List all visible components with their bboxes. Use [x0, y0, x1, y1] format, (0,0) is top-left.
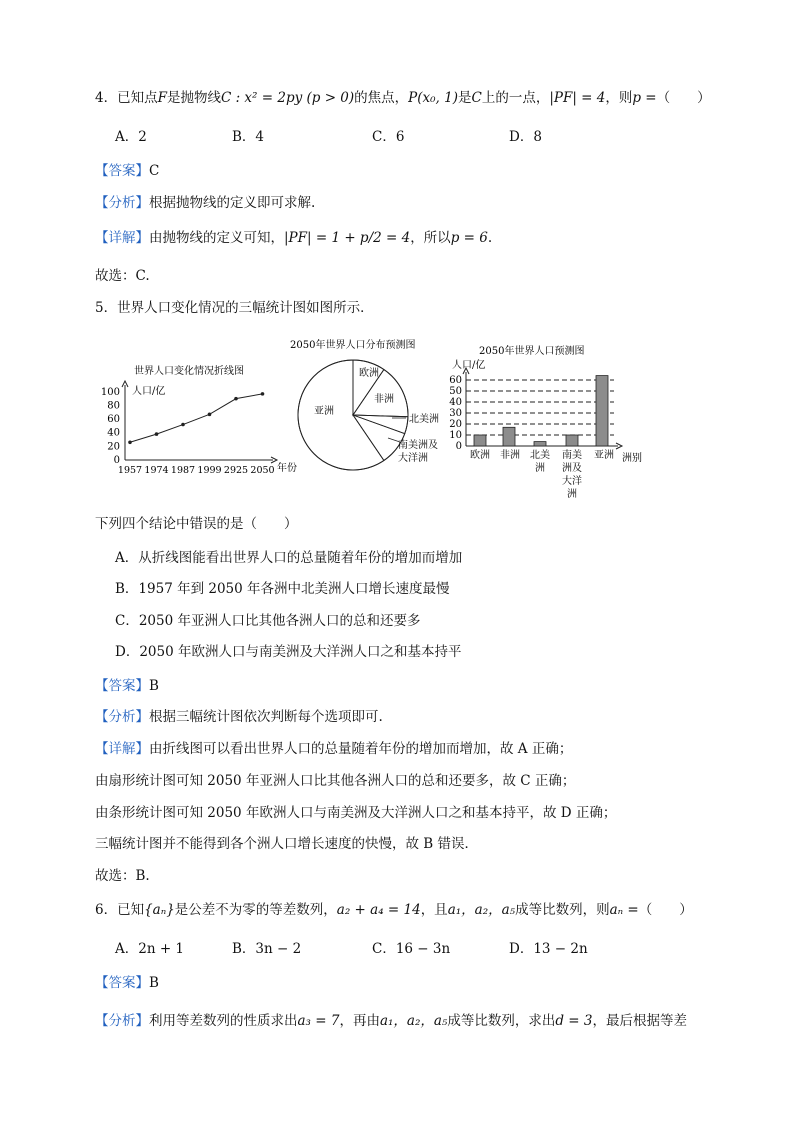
q4-stem-text: 的焦点， [354, 90, 409, 106]
q4-stem [95, 88, 711, 108]
line-chart-point [128, 440, 132, 444]
q4-detail-text: ，所以 [410, 230, 451, 246]
bar-chart-y-tick-label: 60 [449, 375, 462, 386]
bar [596, 376, 608, 446]
pie-label-south-america-oceania: 南美洲及大洋洲 [398, 440, 438, 464]
line-chart-point [208, 413, 212, 417]
q6-analysis-text: ，再由 [339, 1013, 380, 1029]
bar-category-labels [470, 448, 614, 500]
q4-stem-text: 上的一点， [481, 90, 550, 106]
q6-terms: a₁，a₂，a₅ [447, 902, 516, 918]
q5-detail-line: 由条形统计图可知 2050 年欧洲人口与南美洲及大洋洲人口之和基本持平，故 D 正确； [95, 805, 617, 821]
q4-detail-text: . [487, 230, 493, 246]
bar-cat-south-america-oceania: 南美洲及大洋洲 [562, 450, 582, 500]
q6-analysis-terms: a₁，a₂，a₅ [379, 1013, 448, 1029]
q5-answer [95, 676, 159, 696]
pie-label-north-america: 北美洲 [409, 414, 439, 425]
pie-chart-title: 2050年世界人口分布预测图 [290, 340, 416, 351]
line-chart-x-tick-label: 1974 [144, 465, 169, 476]
q6-stem-text: 是公差不为零的等差数列， [174, 902, 337, 918]
q5-figures [0, 330, 794, 500]
q6-answer [95, 973, 159, 993]
bar [566, 435, 578, 446]
q6-stem [95, 900, 693, 920]
q5-choose: 故选：B. [95, 868, 150, 884]
q4-detail-result: p = 6 [450, 230, 488, 246]
line-chart-series-line [130, 394, 263, 442]
analysis-tag: 【分析】 [95, 709, 149, 725]
q5-detail-line: 三幅统计图并不能得到各个洲人口增长速度的快慢，故 B 错误． [95, 836, 479, 852]
bar-chart-ylabel: 人口/亿 [452, 360, 486, 371]
answer-tag: 【答案】 [95, 163, 149, 179]
q6-stem-text: 6．已知 [95, 902, 145, 918]
q4-stem-text: ，则 [605, 90, 633, 106]
q4-option-b[interactable]: B．4 [232, 129, 265, 145]
q5-option-b[interactable]: B．1957 年到 2050 年各洲中北美洲人口增长速度最慢 [115, 581, 450, 597]
line-chart-y-tick-label: 100 [100, 386, 120, 398]
bar-chart-y-tick-label: 40 [449, 397, 462, 408]
answer-tag: 【答案】 [95, 975, 149, 991]
line-chart-point [234, 397, 238, 401]
q4-detail [95, 228, 492, 248]
q4-stem-text: 是抛物线 [166, 90, 221, 106]
bar-cat-north-america: 北美洲 [530, 450, 550, 474]
line-chart [101, 364, 297, 476]
q4-option-d[interactable]: D．8 [509, 129, 542, 145]
q6-option-d[interactable]: D．13 − 2n [509, 941, 588, 957]
q6-seq: {aₙ} [144, 902, 175, 918]
q4-analysis [95, 193, 315, 213]
q5-analysis-text: 根据三幅统计图依次判断每个选项即可. [149, 709, 383, 725]
q6-answer-value: B [149, 975, 159, 991]
analysis-tag: 【分析】 [95, 195, 149, 211]
q4-detail-formula: |PF| = 1 + p/2 = 4 [284, 230, 411, 246]
q4-choose: 故选：C. [95, 268, 150, 284]
bar-cat-africa: 非洲 [500, 450, 520, 461]
bar-chart-y-tick-label: 30 [449, 408, 462, 419]
line-chart-point [155, 432, 159, 436]
q6-stem-text: 成等比数列，则 [515, 902, 610, 918]
line-chart-xlabel: 年份 [277, 463, 297, 474]
bar-cat-europe: 欧洲 [470, 450, 490, 461]
line-chart-point [181, 423, 185, 427]
q4-pf-eq: |PF| = 4 [549, 90, 606, 106]
bar-chart [449, 344, 642, 500]
q4-option-c[interactable]: C．6 [372, 129, 405, 145]
q6-d: d = 3 [555, 1013, 593, 1029]
q5-analysis [95, 707, 383, 727]
line-chart-point [261, 392, 265, 396]
line-chart-x-tick-label: 2925 [223, 465, 249, 476]
q5-option-d[interactable]: D．2050 年欧洲人口与南美洲及大洋洲人口之和基本持平 [115, 644, 462, 660]
q4-option-a[interactable]: A．2 [115, 129, 147, 145]
q6-a3: a₃ = 7 [297, 1013, 340, 1029]
bar [503, 427, 515, 446]
bar [534, 442, 546, 446]
q4-point-P: P(x₀, 1) [408, 90, 458, 106]
q6-an: aₙ [609, 902, 624, 918]
q5-stem: 5．世界人口变化情况的三幅统计图如图所示． [95, 300, 374, 316]
pie-chart [290, 338, 439, 470]
line-chart-ylabel: 人口/亿 [132, 386, 166, 397]
q4-detail-text: 由抛物线的定义可知， [149, 230, 284, 246]
q6-analysis-text: 成等比数列，求出 [447, 1013, 556, 1029]
q6-analysis-text: ，最后根据等差 [592, 1013, 687, 1029]
bar-chart-y-tick-label: 0 [455, 441, 462, 452]
q5-answer-value: B [149, 678, 159, 694]
bar-cat-asia: 亚洲 [594, 450, 614, 461]
bar [474, 435, 486, 446]
q6-option-b[interactable]: B．3n − 2 [232, 941, 302, 957]
detail-tag: 【详解】 [95, 741, 149, 757]
q6-option-a[interactable]: A．2n + 1 [115, 941, 185, 957]
line-chart-title: 世界人口变化情况折线图 [134, 366, 244, 377]
q5-detail-line: 由扇形统计图可知 2050 年亚洲人口比其他各洲人口的总和还要多，故 C 正确； [95, 773, 576, 789]
bar-chart-xlabel: 洲别 [622, 453, 642, 464]
q4-parabola-eq: C : x² = 2py (p > 0) [220, 90, 355, 106]
q4-analysis-text: 根据抛物线的定义即可求解. [149, 195, 316, 211]
q6-cond: a₂ + a₄ = 14 [336, 902, 421, 918]
line-chart-y-tick-label: 0 [113, 455, 120, 466]
q5-detail-line: 由折线图可以看出世界人口的总量随着年份的增加而增加，故 A 正确； [149, 741, 573, 757]
q4-p: p [632, 90, 642, 106]
bar-chart-y-tick-label: 10 [449, 430, 462, 441]
q6-stem-text: =（ ） [623, 902, 693, 918]
q5-option-a[interactable]: A．从折线图能看出世界人口的总量随着年份的增加而增加 [115, 550, 463, 566]
line-chart-y-tick-label: 60 [107, 414, 120, 426]
line-chart-x-tick-label: 1987 [170, 465, 196, 476]
answer-tag: 【答案】 [95, 678, 149, 694]
bar-chart-y-tick-label: 20 [449, 419, 462, 430]
pie-label-europe: 欧洲 [359, 368, 379, 379]
q4-answer-value: C [149, 163, 160, 179]
q6-option-c[interactable]: C．16 − 3n [372, 941, 451, 957]
q6-analysis-text: 利用等差数列的性质求出 [149, 1013, 298, 1029]
line-chart-x-tick-label: 1957 [117, 465, 143, 476]
detail-tag: 【详解】 [95, 230, 149, 246]
line-chart-x-tick-label: 1999 [197, 465, 222, 476]
line-chart-y-tick-label: 20 [107, 441, 120, 453]
q5-option-c[interactable]: C．2050 年亚洲人口比其他各洲人口的总和还要多 [115, 613, 421, 629]
q4-stem-text: 4．已知点 [95, 90, 158, 106]
q4-curve-C: C [471, 90, 482, 106]
line-chart-x-tick-label: 2050 [250, 465, 275, 476]
line-chart-y-tick-label: 80 [107, 400, 120, 412]
pie-label-asia: 亚洲 [314, 406, 334, 417]
bar-chart-title: 2050年世界人口预测图 [479, 346, 585, 357]
q5-question: 下列四个结论中错误的是（ ） [95, 516, 298, 532]
pie-label-africa: 非洲 [374, 394, 394, 405]
analysis-tag: 【分析】 [95, 1013, 149, 1029]
q4-stem-text: 是 [457, 90, 472, 106]
q6-stem-text: ，且 [420, 902, 448, 918]
line-chart-y-tick-label: 40 [107, 427, 120, 439]
bar-chart-y-tick-label: 50 [449, 386, 462, 397]
q4-focus-F: F [157, 90, 167, 106]
q4-stem-text: =（ ） [641, 90, 711, 106]
q4-answer [95, 161, 159, 181]
q5-detail [95, 739, 572, 759]
q6-analysis [95, 1011, 687, 1031]
